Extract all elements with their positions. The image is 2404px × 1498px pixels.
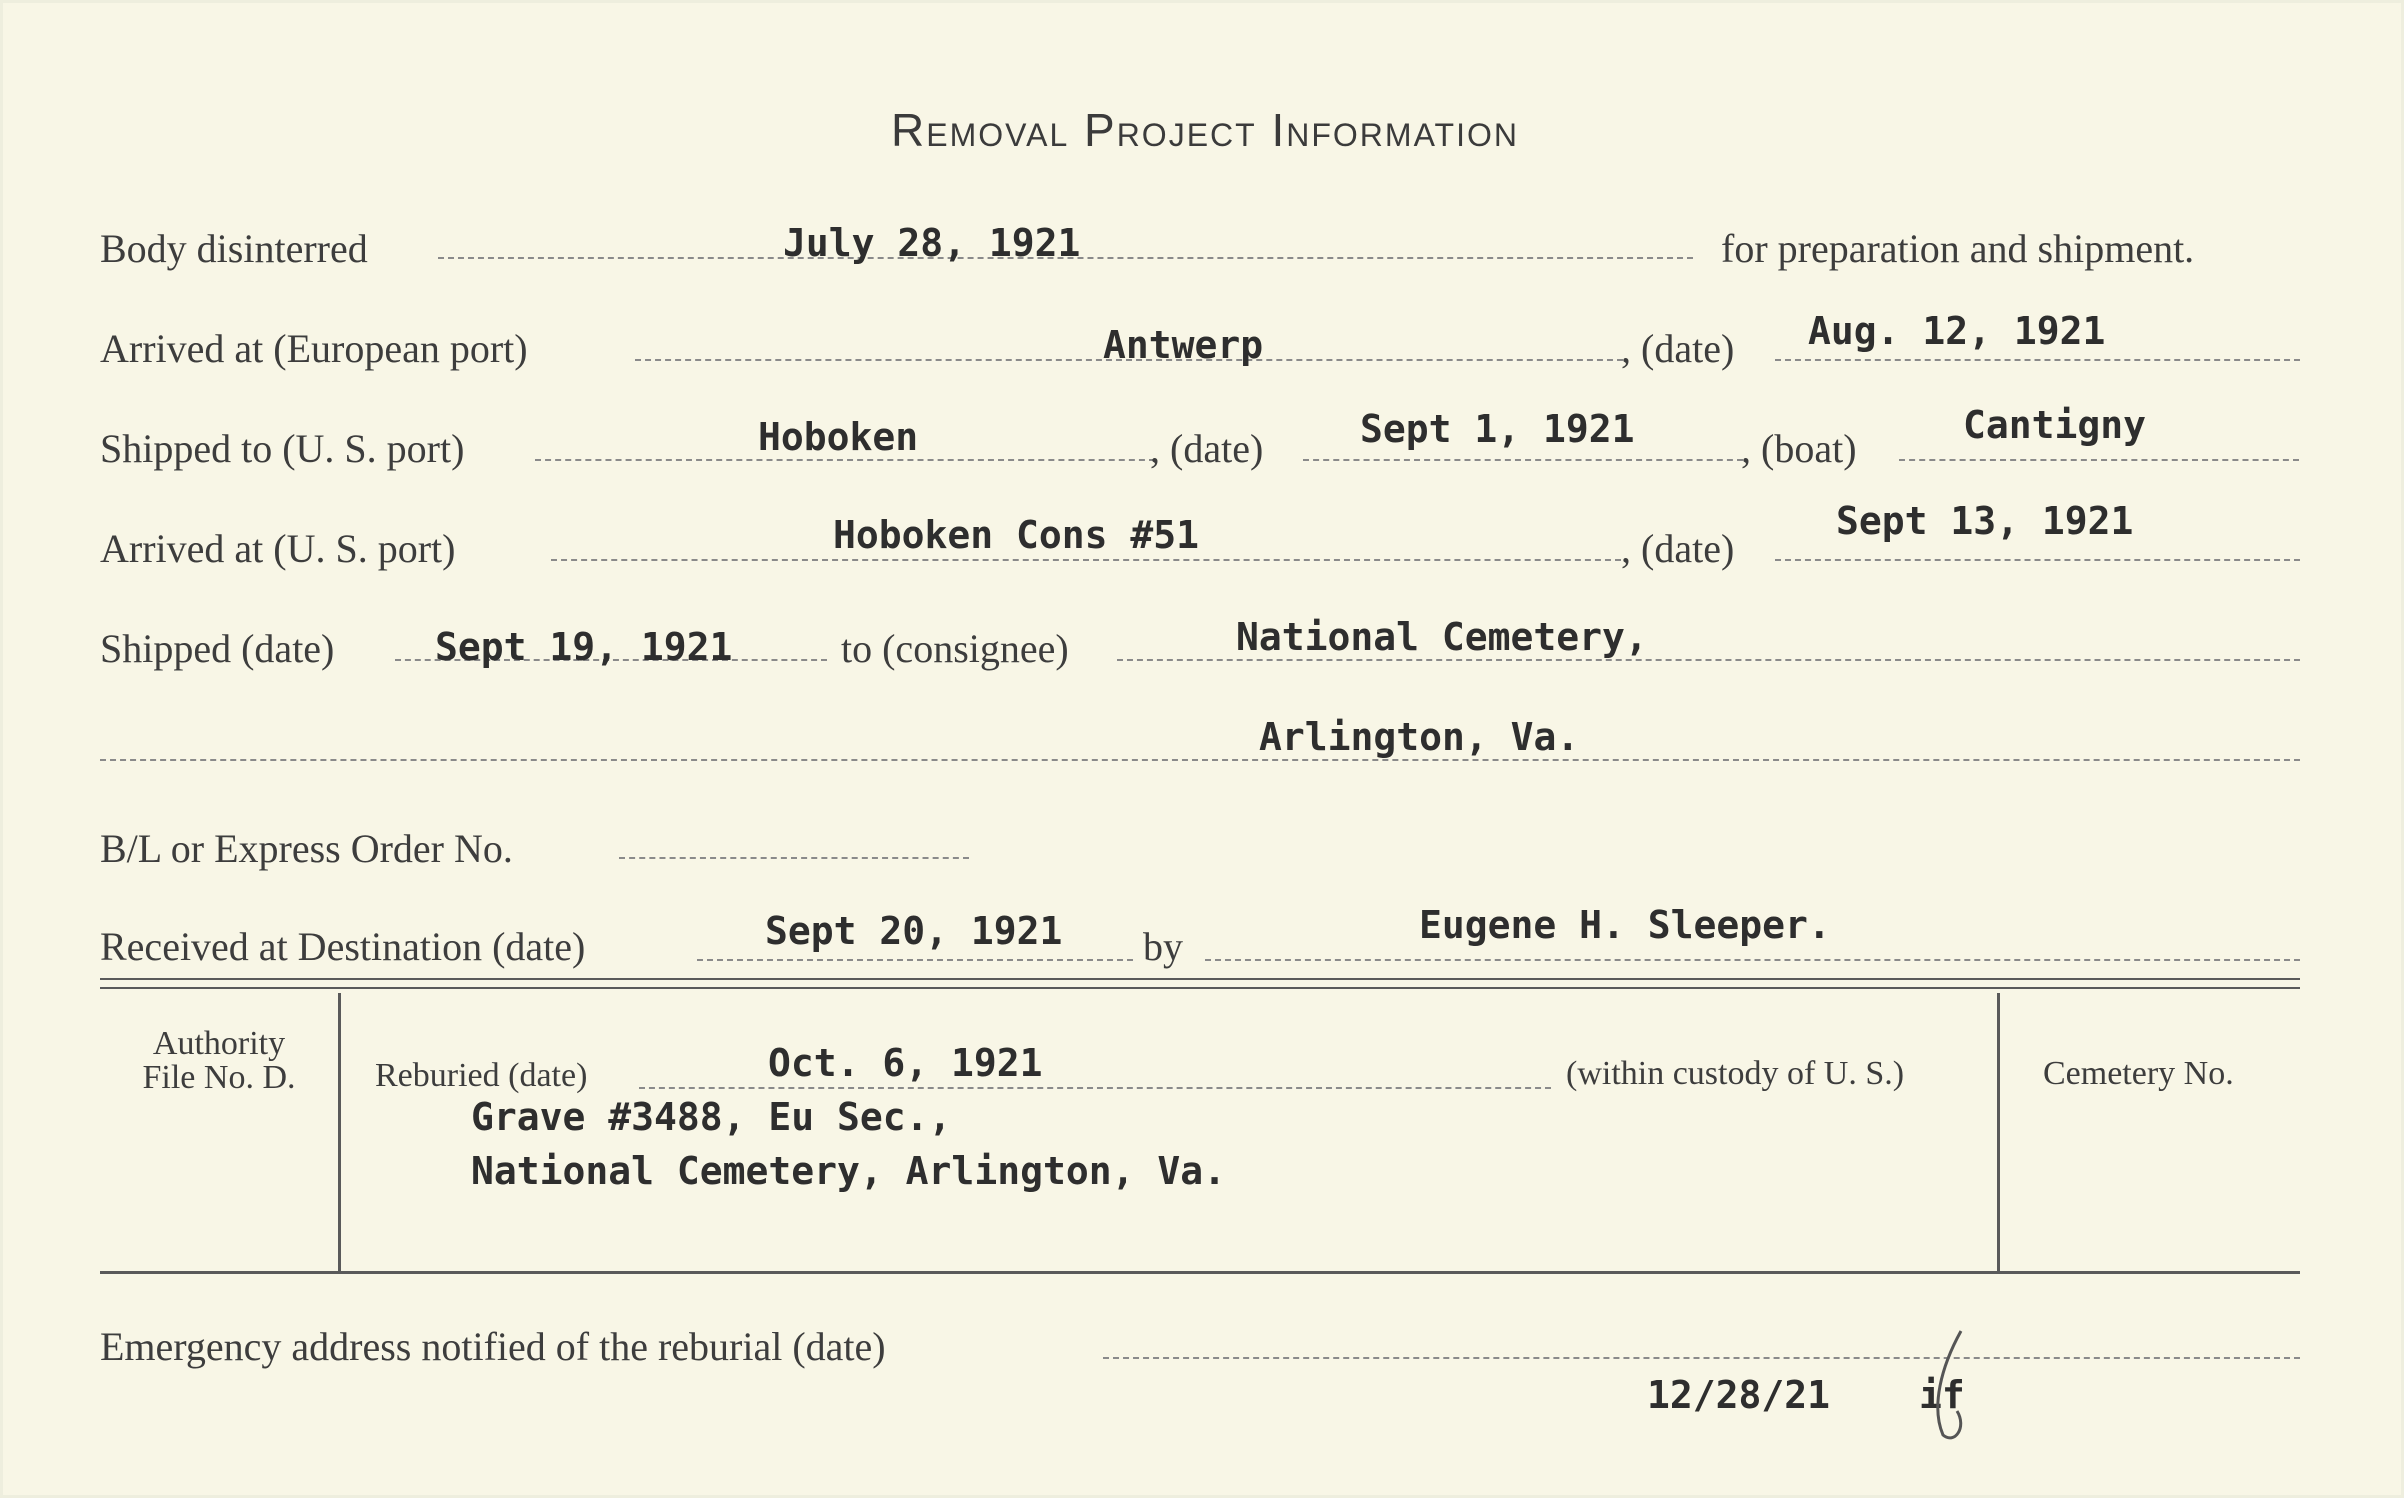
arrived-us-label: Arrived at (U. S. port) (100, 526, 456, 571)
emergency-label: Emergency address notified of the reburial (date) (100, 1324, 886, 1369)
box-divider-right (1997, 993, 2000, 1271)
card-title: Removal Project Information (891, 104, 1519, 156)
shipped-us-date-label: , (date) (1150, 426, 1264, 471)
emergency-line (1103, 1357, 2300, 1359)
arrived-european-date: Aug. 12, 1921 (1808, 309, 2106, 353)
consignee-line-2 (100, 759, 2300, 761)
arrived-european-date-label: , (date) (1621, 326, 1735, 371)
grave-line-1: Grave #3488, Eu Sec., (471, 1095, 952, 1139)
grave-line-2: National Cemetery, Arlington, Va. (471, 1149, 1226, 1193)
received-by-line (1205, 959, 2300, 961)
emergency-initials: if (1919, 1373, 1965, 1417)
shipped-us-boat: Cantigny (1963, 403, 2147, 447)
authority-label-2: File No. D. (142, 1059, 296, 1096)
arrived-european-label: Arrived at (European port) (100, 326, 528, 371)
arrived-european-date-line (1775, 359, 2300, 361)
shipped-date-label: Shipped (date) (100, 626, 335, 671)
arrived-european-port: Antwerp (1103, 323, 1264, 367)
disinterred-label: Body disinterred (100, 226, 368, 271)
arrived-us-port: Hoboken Cons #51 (833, 513, 1200, 557)
bl-line (619, 857, 969, 859)
consignee: National Cemetery, (1236, 615, 1648, 659)
handwritten-mark-icon (1921, 1327, 1981, 1447)
received-label: Received at Destination (date) (100, 924, 586, 969)
arrived-us-date-line (1775, 559, 2300, 561)
shipped-us-date: Sept 1, 1921 (1360, 407, 1635, 451)
reburied-line (639, 1087, 1551, 1089)
arrived-us-date-label: , (date) (1621, 526, 1735, 571)
shipped-us-line (535, 459, 1155, 461)
box-top-rule-1 (100, 978, 2300, 980)
disinterred-date: July 28, 1921 (783, 221, 1081, 265)
shipped-us-label: Shipped to (U. S. port) (100, 426, 465, 471)
consignee-line (1117, 659, 2300, 661)
shipped-us-boat-line (1899, 459, 2299, 461)
shipped-us-port: Hoboken (758, 415, 919, 459)
bl-label: B/L or Express Order No. (100, 826, 513, 871)
consignee-line2: Arlington, Va. (1259, 715, 1580, 759)
shipped-us-boat-label: , (boat) (1741, 426, 1857, 471)
emergency-date: 12/28/21 (1647, 1373, 1831, 1417)
custody-label: (within custody of U. S.) (1566, 1055, 1905, 1092)
disinterred-suffix: for preparation and shipment. (1721, 226, 2195, 271)
box-bottom-rule (100, 1271, 2300, 1274)
cemetery-no-label: Cemetery No. (2043, 1055, 2234, 1092)
shipped-us-date-line (1303, 459, 1743, 461)
consignee-label: to (consignee) (841, 626, 1069, 671)
received-by: Eugene H. Sleeper. (1419, 903, 1831, 947)
arrived-us-line (551, 559, 1621, 561)
shipped-date: Sept 19, 1921 (435, 625, 733, 669)
reburied-label: Reburied (date) (375, 1057, 588, 1094)
reburied-date: Oct. 6, 1921 (768, 1041, 1043, 1085)
arrived-us-date: Sept 13, 1921 (1836, 499, 2134, 543)
authority-label-1: Authority (152, 1025, 286, 1062)
box-top-rule-2 (100, 987, 2300, 989)
received-by-label: by (1143, 924, 1183, 969)
box-divider-left (338, 993, 341, 1271)
received-date: Sept 20, 1921 (765, 909, 1063, 953)
received-date-line (697, 959, 1133, 961)
